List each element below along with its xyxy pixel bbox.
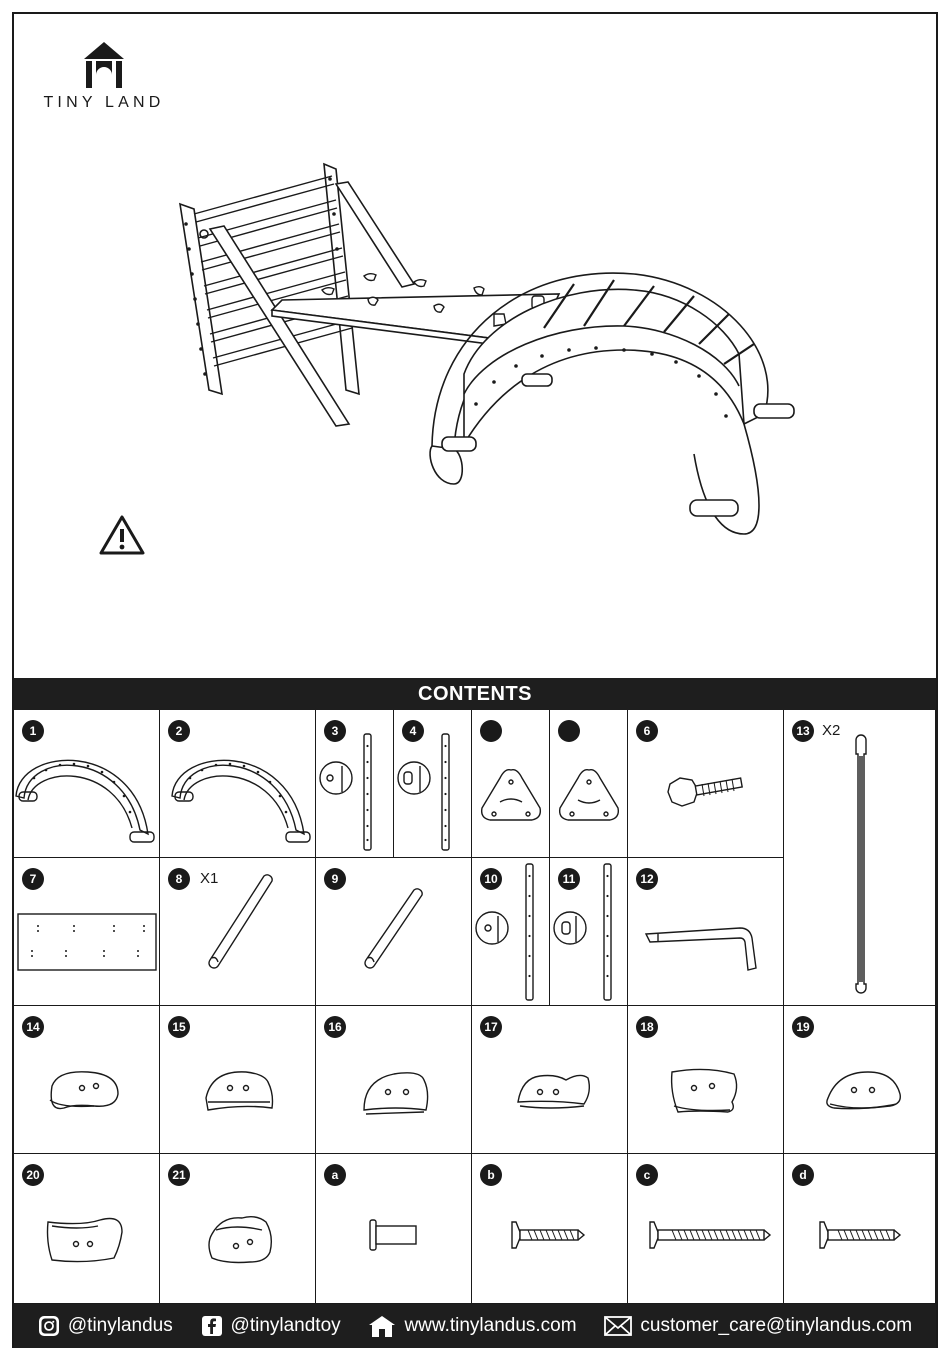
part-cell-16 xyxy=(316,1006,472,1154)
allen-key-icon xyxy=(628,858,784,1006)
part-cell-13 xyxy=(784,710,936,1006)
part-cell-10 xyxy=(472,858,550,1006)
climbing-board-part-icon xyxy=(14,858,160,1006)
website-contact[interactable] xyxy=(368,1315,576,1337)
part-number: 2 xyxy=(168,720,190,742)
climbing-hold-icon xyxy=(784,1006,936,1154)
facebook-icon xyxy=(201,1315,223,1337)
part-cell-8 xyxy=(160,858,316,1006)
parts-grid xyxy=(14,710,936,1304)
home-icon xyxy=(368,1315,396,1337)
instagram-icon xyxy=(38,1315,60,1337)
part-cell-1 xyxy=(14,710,160,858)
long-rail-part-icon xyxy=(784,710,936,1006)
part-number: 21 xyxy=(168,1164,190,1186)
part-cell-3 xyxy=(316,710,394,858)
part-cell-11 xyxy=(550,858,628,1006)
email-contact[interactable] xyxy=(604,1315,912,1337)
warning-icon xyxy=(98,514,146,556)
part-number: 12 xyxy=(636,868,658,890)
part-cell-5b xyxy=(550,710,628,858)
facebook-contact[interactable] xyxy=(201,1315,341,1337)
part-cell-5a xyxy=(472,710,550,858)
part-number: 11 xyxy=(558,868,580,890)
part-number: 19 xyxy=(792,1016,814,1038)
barrel-nut-icon xyxy=(316,1154,472,1304)
part-cell-17 xyxy=(472,1006,628,1154)
part-letter: d xyxy=(792,1164,814,1186)
part-number: 20 xyxy=(22,1164,44,1186)
instagram-handle: @tinylandus xyxy=(67,1315,173,1336)
long-screw-icon xyxy=(628,1154,784,1304)
part-number: 10 xyxy=(480,868,502,890)
climbing-hold-icon xyxy=(628,1006,784,1154)
contents-heading: CONTENTS xyxy=(14,678,936,710)
screw-icon xyxy=(472,1154,628,1304)
part-number: 1 xyxy=(22,720,44,742)
part-number: 14 xyxy=(22,1016,44,1038)
part-cell-18 xyxy=(628,1006,784,1154)
part-cell-15 xyxy=(160,1006,316,1154)
facebook-handle: @tinylandtoy xyxy=(230,1315,341,1336)
screw-icon xyxy=(784,1154,936,1304)
part-letter: b xyxy=(480,1164,502,1186)
part-letter: c xyxy=(636,1164,658,1186)
climbing-hold-icon xyxy=(14,1154,160,1304)
part-number: 6 xyxy=(636,720,658,742)
website-url: www.tinylandus.com xyxy=(404,1315,577,1336)
contact-footer xyxy=(14,1304,936,1348)
leg-part-icon xyxy=(316,710,394,858)
brand-name: TINY LAND xyxy=(43,94,165,111)
triangle-bracket-icon xyxy=(550,710,628,858)
part-cell-6 xyxy=(628,710,784,858)
climbing-hold-icon xyxy=(472,1006,628,1154)
part-number: 9 xyxy=(324,868,346,890)
part-cell-4 xyxy=(394,710,472,858)
part-cell-19 xyxy=(784,1006,936,1154)
manual-page xyxy=(12,12,938,1348)
part-number: 13 xyxy=(792,720,814,742)
dowel-rod-icon xyxy=(160,858,316,1006)
assembled-product-illustration xyxy=(164,154,804,554)
part-cell-9 xyxy=(316,858,472,1006)
part-cell-20 xyxy=(14,1154,160,1304)
mail-icon xyxy=(604,1316,632,1336)
part-cell-2 xyxy=(160,710,316,858)
leg-part-icon xyxy=(550,858,628,1006)
leg-part-icon xyxy=(472,858,550,1006)
brand-logo xyxy=(34,42,174,112)
knob-bolt-icon xyxy=(628,710,784,858)
part-number: 3 xyxy=(324,720,346,742)
part-number: 7 xyxy=(22,868,44,890)
leg-part-icon xyxy=(394,710,472,858)
climbing-hold-icon xyxy=(14,1006,160,1154)
part-cell-21 xyxy=(160,1154,316,1304)
arch-side-part-icon xyxy=(160,710,316,858)
dowel-rod-icon xyxy=(316,858,472,1006)
arch-side-part-icon xyxy=(14,710,160,858)
part-cell-d xyxy=(784,1154,936,1304)
climbing-hold-icon xyxy=(316,1006,472,1154)
part-number: 16 xyxy=(324,1016,346,1038)
part-number: 18 xyxy=(636,1016,658,1038)
part-quantity: X2 xyxy=(822,722,841,739)
instagram-contact[interactable] xyxy=(38,1315,173,1337)
part-quantity: X1 xyxy=(200,870,219,887)
part-number: 17 xyxy=(480,1016,502,1038)
house-logo-icon xyxy=(84,42,124,88)
part-cell-7 xyxy=(14,858,160,1006)
part-number: 15 xyxy=(168,1016,190,1038)
part-letter: a xyxy=(324,1164,346,1186)
part-number: 4 xyxy=(402,720,424,742)
climbing-hold-icon xyxy=(160,1006,316,1154)
part-cell-b xyxy=(472,1154,628,1304)
triangle-bracket-icon xyxy=(472,710,550,858)
part-cell-a xyxy=(316,1154,472,1304)
part-number: 8 xyxy=(168,868,190,890)
climbing-hold-icon xyxy=(160,1154,316,1304)
part-cell-c xyxy=(628,1154,784,1304)
part-cell-12 xyxy=(628,858,784,1006)
part-cell-14 xyxy=(14,1006,160,1154)
email-address: customer_care@tinylandus.com xyxy=(640,1315,913,1336)
